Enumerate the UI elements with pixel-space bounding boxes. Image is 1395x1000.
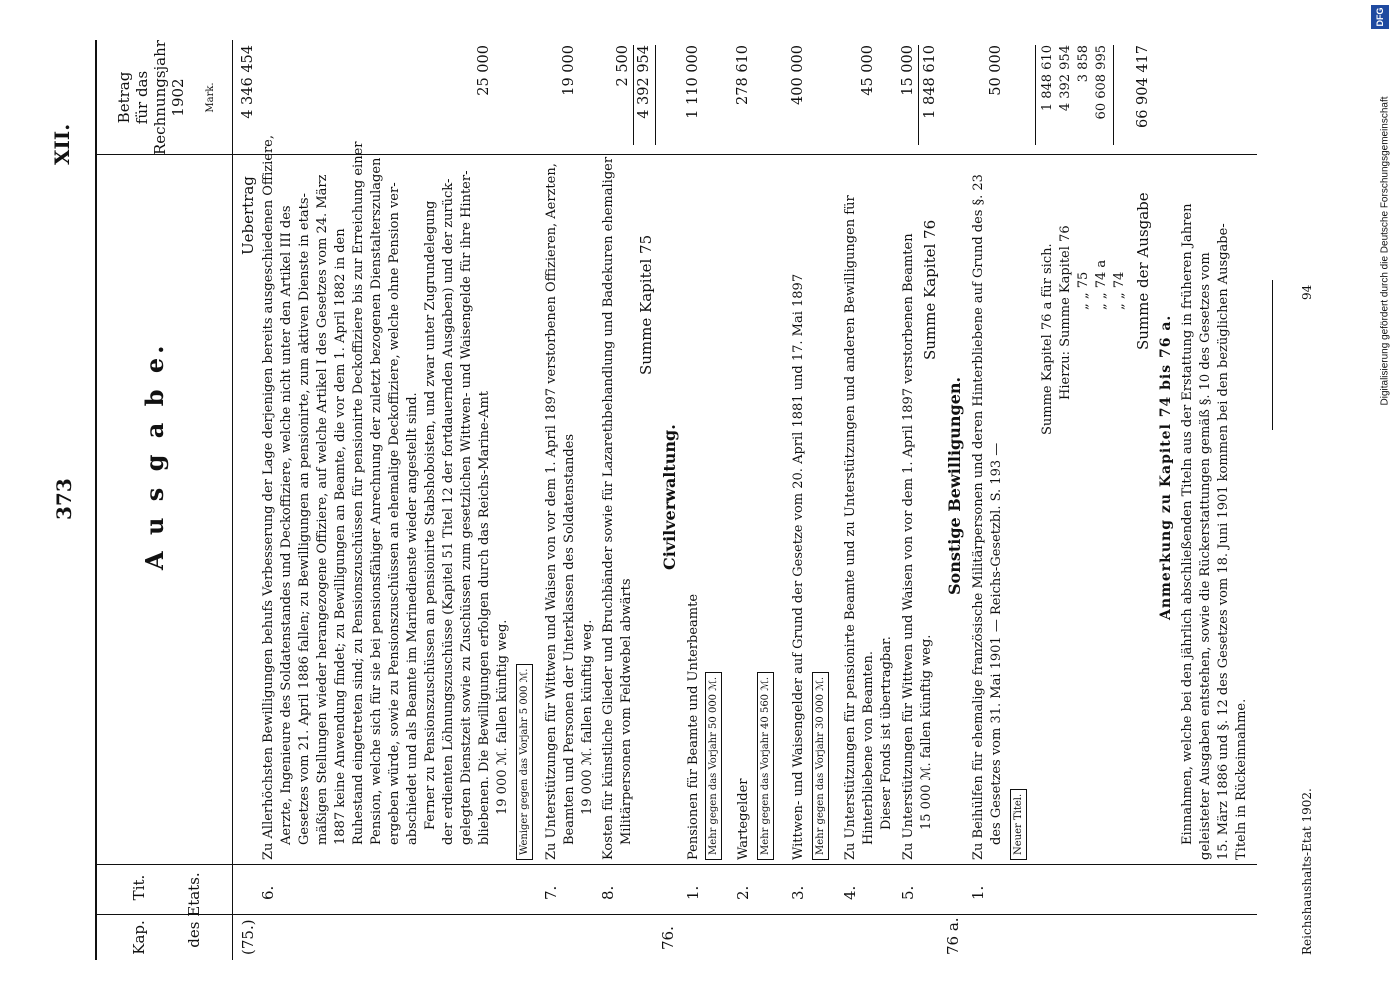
t6-amount: 25 000 [476,45,492,96]
c4-line-2: Hinterbliebene von Beamten. [861,651,876,845]
dfg-logo: DFG [1371,5,1389,29]
s1-line-2: des Gesetzes vom 31. Mai 1901 — Reichs-Gesetzbl. S. 193 — [989,442,1004,845]
t7-line-3: 19 000 ℳ. fallen künftig weg. [580,619,595,815]
kap-76: 76. [659,926,677,950]
civil-heading: Civilverwaltung. [660,424,679,570]
summe-75-label: Summe Kapitel 75 [637,234,655,375]
c2-text: Wartegelder [736,778,751,860]
c3-amount: 400 000 [790,45,806,105]
footer-page: 94 [1300,284,1314,300]
t8-sum-rule [633,45,634,145]
uebertrag-label: Uebertrag [239,176,257,255]
col-kap: Kap. [130,920,148,955]
summe-75-rule [655,45,656,145]
col-betrag-1: Betrag [115,71,133,124]
kap-76a: 76 a. [944,917,962,955]
t6-line-14: 19 000 ℳ. fallen künftig weg. [495,619,510,815]
s1-line-1: Zu Beihülfen für ehemalige französische Militärpersonen und deren Hinterbliebene auf Grund des §. 23 [971,174,986,860]
c2-note: Mehr gegen das Vorjahr 40 560 ℳ. [757,672,774,860]
sum-line-4-label: „ „ 74 a [1094,259,1109,310]
c5-amount: 15 000 [900,45,916,96]
c5-line-1: Zu Unterstützungen für Wittwen und Waisen von vor dem 1. April 1897 verstorbenen Beamten [901,233,916,860]
t6-line-6: Ruhestand eingetreten sind; zu Pensionszuschüssen für pensionirte Deckoffiziere bis zur Erreichung einer [351,141,366,845]
anmerkung-heading: Anmerkung zu Kapitel 74 bis 76 a. [1158,314,1174,620]
anmerkung-line-3: 15. März 1886 und §. 12 des Gesetzes vom 18. Juni 1901 kommen bei den bezüglichen Ausgabe- [1216,223,1231,860]
c4-number: 4. [841,885,859,900]
col-betrag-3: Rechnungsjahr [151,40,169,155]
dfg-sidebar [1365,0,1395,1000]
col-des-etats: des Etats. [185,872,203,948]
c1-amount: 1 110 000 [685,45,701,119]
t8-line-2: Militärpersonen vom Feldwebel abwärts [619,578,634,845]
summe-ausgabe-amount: 66 904 417 [1135,45,1151,129]
t6-line-7: Pension, welche sich für sie bei pensionsfähiger Anrechnung der zuletzt bezogenen Dienstalterszulagen [369,157,384,845]
s1-amount: 50 000 [988,45,1004,96]
sum-line-1-amount: 1 848 610 [1040,45,1055,112]
t8-amount: 2 500 [615,45,631,87]
c3-note: Mehr gegen das Vorjahr 30 000 ℳ. [812,672,829,860]
heading-divider [1272,280,1273,430]
summary-bottom-rule [1113,45,1114,145]
tit-col-rule [97,864,1257,865]
c4-amount: 45 000 [860,45,876,96]
kap-col-rule [97,914,1257,915]
t6-line-1: Zu Allerhöchsten Bewilligungen behufs Verbesserung der Lage derjenigen bereits ausgeschiedenen Offiziere, [261,135,276,860]
t7-line-1: Zu Unterstützungen für Wittwen und Waisen von vor dem 1. April 1897 verstorbenen Offizieren, Aerzten, [544,163,559,860]
t6-line-4: mäßigen Stellungen wieder herangezogene Offiziere, auf welche Artikel I des Gesetzes vom 24. März [315,174,330,845]
c4-line-3: Dieser Fonds ist übertragbar. [879,636,894,830]
tit-7: 7. [542,885,560,900]
sum-line-4-amount: 60 608 995 [1094,45,1109,120]
c5-number: 5. [899,885,917,900]
t6-line-13: bliebenen. Die Bewilligungen erfolgen durch das Reichs-Marine-Amt [477,390,492,845]
summe-76-label: Summe Kapitel 76 [921,219,939,360]
t6-note: Weniger gegen das Vorjahr 5 000 ℳ. [516,664,533,860]
summary-top-rule [1035,45,1036,145]
t7-line-2: Beamten und Personen der Unterklassen des Soldatenstandes [562,433,577,845]
t6-line-2: Aerzte, Ingenieure des Soldatenstandes und Deckoffiziere, welche nicht unter den Artikel III des [279,205,294,845]
anmerkung-line-4: Titeln in Rückeinnahme. [1234,698,1249,860]
c2-amount: 278 610 [735,45,751,105]
t6-line-11: der erdienten Löhnungszuschüsse (Kapitel 51 Titel 12 der fortdauernden Ausgaben) und der zurück- [441,178,456,845]
sum-line-2-amount: 4 392 954 [1058,45,1073,112]
sum-line-2-label: Hierzu: Summe Kapitel 76 [1058,225,1073,400]
c1-number: 1. [684,885,702,900]
summe-ausgabe-label: Summe der Ausgabe [1134,192,1152,350]
sonstige-heading: Sonstige Bewilligungen. [945,376,964,595]
anmerkung-line-1: Einnahmen, welche bei den jährlich abschließenden Titeln aus der Erstattung in früheren Jahren [1180,203,1195,845]
s1-note: Neuer Titel. [1010,789,1027,860]
t6-line-10: Ferner zu Pensionszuschüssen an pensionirte Stabshoboisten, und zwar unter Zugrundelegung [423,200,438,830]
c1-text: Pensionen für Beamte und Unterbeamte [686,593,701,860]
sum-line-3-label: „ „ 75 [1076,271,1091,310]
t6-line-12: gelegten Dienstzeit sowie zu Zuschüssen zum gesetzlichen Wittwen- und Waisengelde für ihre Hinter- [459,170,474,845]
summe-76-amount: 1 848 610 [922,45,938,119]
anmerkung-line-2: geleisteter Ausgaben entstehen, sowie die Rückerstattungen gemäß §. 10 des Gesetzes vom [1198,252,1213,860]
t6-line-5: 1887 keine Anwendung findet; zu Bewilligungen an Beamte, die vor dem 1. April 1882 in den [333,228,348,845]
c1-note: Mehr gegen das Vorjahr 50 000 ℳ. [705,672,722,860]
page-title: A u s g a b e. [140,341,169,570]
header-bottom-rule [232,40,233,960]
summe-75-amount: 4 392 954 [636,45,652,119]
dfg-text: Digitalisierung gefördert durch die Deutsche Forschungsgemeinschaft [1379,96,1391,406]
col-mark: Mark. [205,82,216,113]
c5-sum-rule [918,45,919,145]
t7-amount: 19 000 [561,45,577,96]
sum-line-3-amount: 3 858 [1076,45,1091,83]
c4-line-1: Zu Unterstützungen für pensionirte Beamte und zu Unterstützungen und anderen Bewilligungen für [843,195,858,860]
t6-line-8: ergeben würde, sowie zu Pensionszuschüssen an ehemalige Deckoffiziere, welche ohne Pension ver- [387,182,402,845]
tit-8: 8. [599,885,617,900]
tit-6: 6. [259,885,277,900]
c3-number: 3. [789,885,807,900]
col-betrag-2: für das [133,70,151,125]
sum-line-1-label: Summe Kapitel 76 a für sich. [1040,243,1055,435]
kap-75: (75.) [239,919,257,955]
sum-line-5-label: „ „ 74 [1112,271,1127,310]
section-roman: XII. [50,123,74,165]
frame-top-rule [95,40,97,960]
c3-text: Wittwen- und Waisengelder auf Grund der Gesetze vom 20. April 1881 und 17. Mai 1897 [791,273,806,860]
footer-left: Reichshaushalts-Etat 1902. [1300,788,1314,955]
t6-line-9: abschiedet und als Beamte im Marinedienste wieder angestellt sind. [405,392,420,845]
c2-number: 2. [734,885,752,900]
t8-line-1: Kosten für künstliche Glieder und Bruchbänder sowie für Lazarethbehandlung und Badekuren ehemaliger [601,156,616,860]
s1-number: 1. [969,885,987,900]
uebertrag-amount: 4 346 454 [240,45,256,119]
c5-line-2: 15 000 ℳ. fallen künftig weg. [919,634,934,830]
t6-line-3: Gesetzes vom 21. April 1886 fallen; zu Bewilligungen an pensionirte, zum aktiven Dienste in etats- [297,193,312,845]
col-betrag-4: 1902 [169,78,187,117]
page-number: 373 [52,478,76,520]
col-tit: Tit. [130,874,148,901]
